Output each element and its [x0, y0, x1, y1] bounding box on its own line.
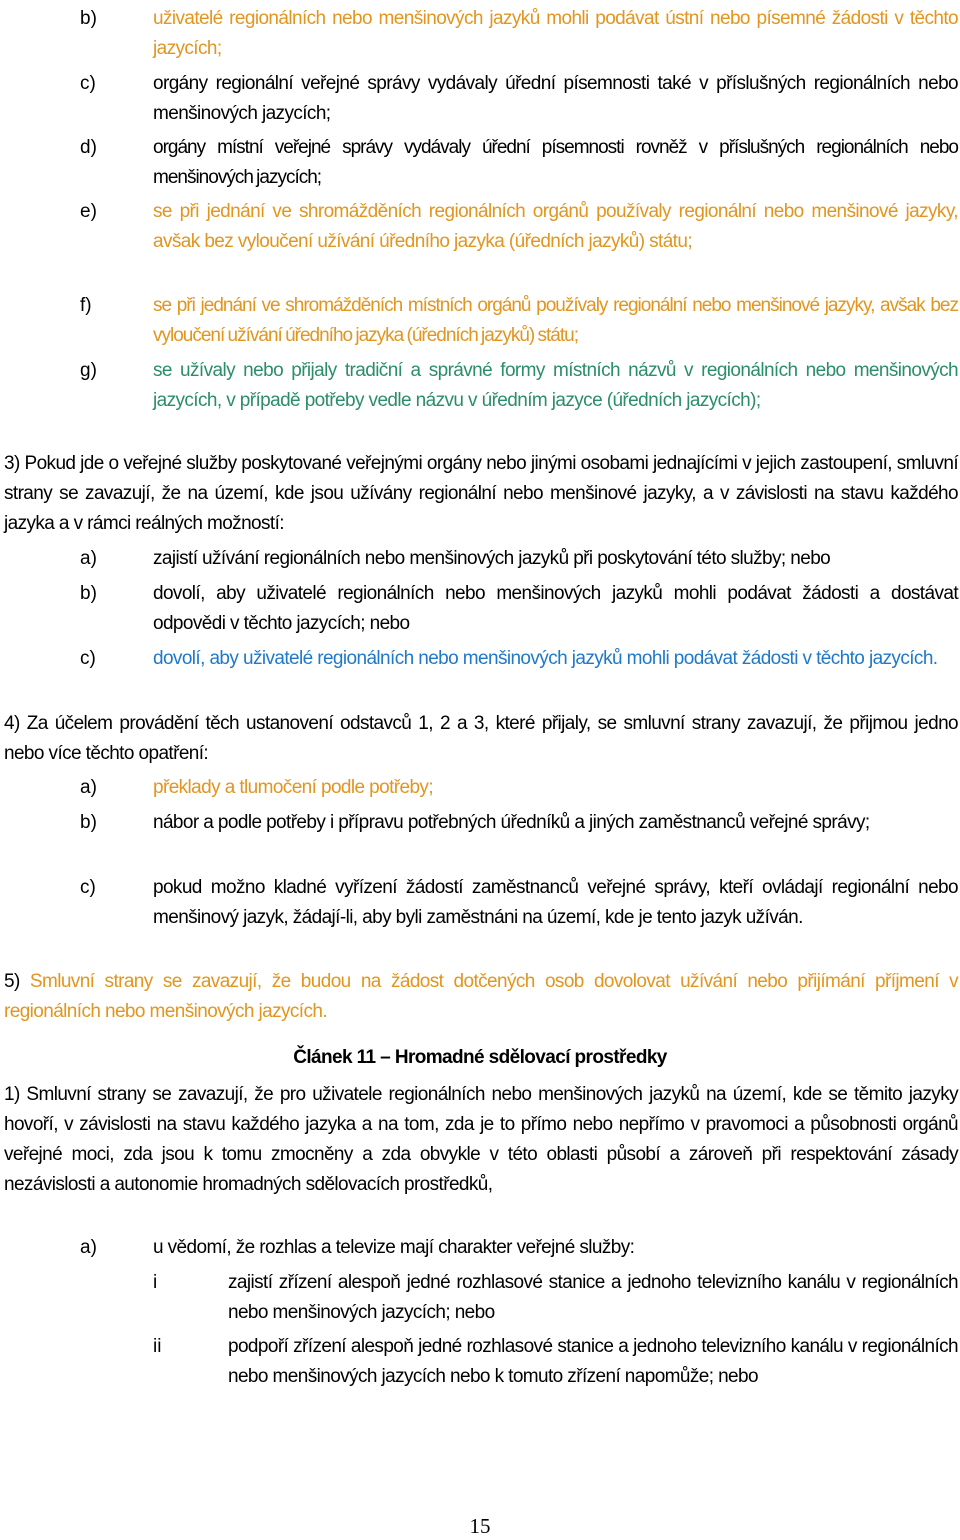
list-text: se užívaly nebo přijaly tradiční a správné formy místních názvů v regionálních nebo menšinových jazycích, v případě potřeby vedle názvu v úředním jazyce (úředních jazycích); [153, 360, 958, 411]
list-text: se při jednání ve shromážděních místních orgánů používaly regionální nebo menšinové jazyky, avšak bez vyloučení užívání úředního jazyka (úředních jazyků) státu; [153, 295, 958, 346]
sub-text: podpoří zřízení alespoň jedné rozhlasové stanice a jednoho televizního kanálu v regionálních nebo menšinových jazycích nebo k tomuto zřízení napomůže; nebo [228, 1336, 958, 1387]
paragraph-text: Smluvní strany se zavazují, že budou na žádost dotčených osob dovolovat užívání nebo přijímání příjmení v regionálních nebo menšinových jazycích. [4, 971, 958, 1022]
list-label: c) [80, 877, 96, 898]
list-text: pokud možno kladné vyřízení žádostí zaměstnanců veřejné správy, kteří ovládají regionální nebo menšinový jazyk, žádají-li, aby byli zaměstnáni na území, kde je tento jazyk užíván. [153, 877, 958, 928]
sub-label: ii [153, 1336, 162, 1357]
list-text: orgány regionální veřejné správy vydávaly úřední písemnosti také v příslušných regionálních nebo menšinových jazycích; [153, 73, 958, 124]
list-text: zajistí užívání regionálních nebo menšinových jazyků při poskytování této služby; nebo [153, 548, 831, 569]
list-label: c) [80, 648, 96, 669]
list-label: b) [80, 8, 97, 29]
article-11-paragraph-1: 1) Smluvní strany se zavazují, že pro uživatele regionálních nebo menšinových jazyků na území, kde se těmito jazyky hovoří, v závislosti na stavu každého jazyka a na tom, zda je to přímo nebo nepřímo v pravomoci a působnosti orgánů veřejné moci, zda jsou k tomu zmocněny a zda obvykle v této oblasti působí a zároveň při respektování zásady nezávislosti a autonomie hromadných sdělovacích prostředků, [4, 1084, 958, 1195]
list-text: dovolí, aby uživatelé regionálních nebo menšinových jazyků mohli podávat žádosti v těchto jazycích. [153, 648, 938, 669]
sub-label: i [153, 1272, 158, 1293]
list-label: b) [80, 583, 97, 604]
list-label: a) [80, 1237, 97, 1258]
list-label: a) [80, 548, 97, 569]
list-label: g) [80, 360, 97, 381]
sub-text: zajistí zřízení alespoň jedné rozhlasové stanice a jednoho televizního kanálu v regionálních nebo menšinových jazycích; nebo [228, 1272, 958, 1323]
list-label: e) [80, 201, 97, 222]
paragraph-3: 3) Pokud jde o veřejné služby poskytované veřejnými orgány nebo jinými osobami jednajícími v jejich zastoupení, smluvní strany se zavazují, že na území, kde jsou užívány regionální nebo menšinové jazyky, a v závislosti na stavu každého jazyka a v rámci reálných možností: [4, 453, 958, 534]
list-text: uživatelé regionálních nebo menšinových jazyků mohli podávat ústní nebo písemné žádosti v těchto jazycích; [153, 8, 958, 59]
page-number: 15 [469, 1514, 491, 1538]
paragraph-4: 4) Za účelem provádění těch ustanovení odstavců 1, 2 a 3, které přijaly, se smluvní strany zavazují, že přijmou jedno nebo více těchto opatření: [4, 713, 958, 764]
list-text: u vědomí, že rozhlas a televize mají charakter veřejné služby: [153, 1237, 635, 1258]
article-heading: Článek 11 – Hromadné sdělovací prostředky [293, 1047, 667, 1068]
list-label: c) [80, 73, 96, 94]
list-text: orgány místní veřejné správy vydávaly úřední písemnosti rovněž v příslušných regionálních nebo menšinových jazycích; [153, 137, 958, 188]
list-label: b) [80, 812, 97, 833]
list-text: nábor a podle potřeby i přípravu potřebných úředníků a jiných zaměstnanců veřejné správy; [153, 812, 870, 833]
list-text: se při jednání ve shromážděních regionálních orgánů používaly regionální nebo menšinové jazyky, avšak bez vyloučení užívání úředního jazyka (úředních jazyků) státu; [153, 201, 958, 252]
list-text: dovolí, aby uživatelé regionálních nebo menšinových jazyků mohli podávat žádosti a dostávat odpovědi v těchto jazycích; nebo [153, 583, 958, 634]
list-label: a) [80, 777, 97, 798]
list-label: f) [80, 295, 92, 316]
paragraph-5 [4, 967, 958, 1027]
paragraph-number: 5) [4, 971, 20, 992]
list-text: překlady a tlumočení podle potřeby; [153, 777, 434, 798]
list-label: d) [80, 137, 97, 158]
